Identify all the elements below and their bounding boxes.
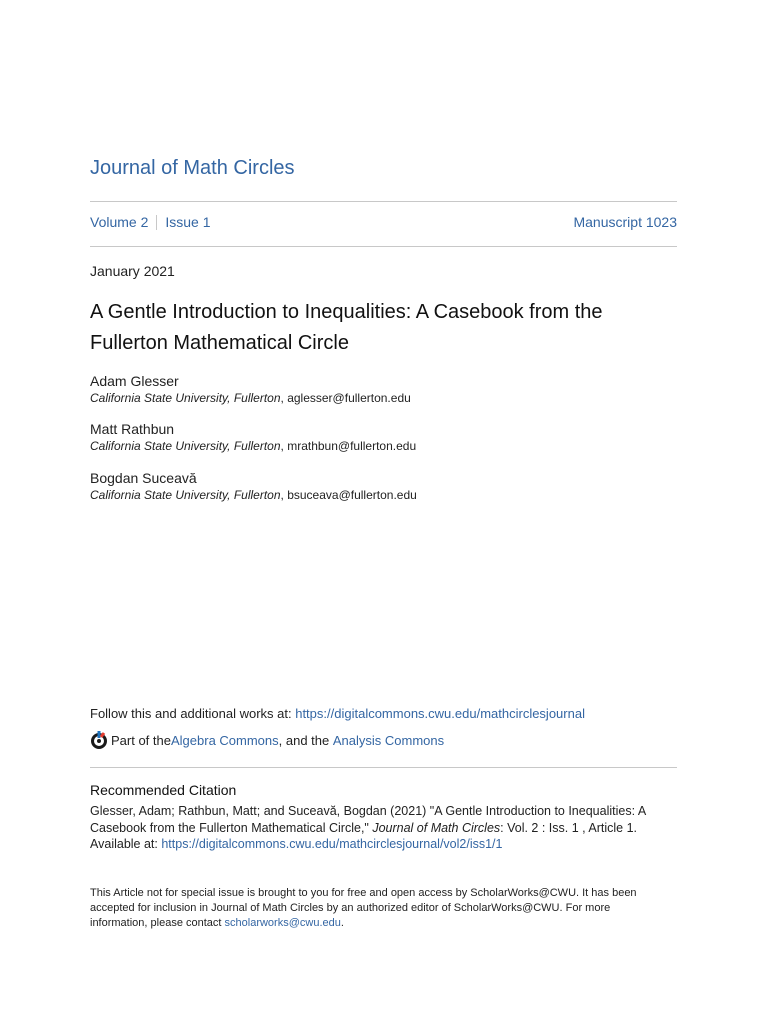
footer-line3-prefix: information, please contact — [90, 917, 225, 929]
available-prefix: Available at: — [90, 837, 162, 851]
part-of-prefix: Part of the — [111, 732, 171, 748]
issue-row — [90, 214, 677, 230]
author-block — [90, 469, 417, 503]
citation-line3 — [90, 836, 677, 853]
journal-title-link[interactable]: Journal of Math Circles — [90, 157, 295, 179]
author-email: , aglesser@fullerton.edu — [280, 391, 411, 405]
author-institution: California State University, Fullerton — [90, 391, 281, 405]
footer-line1: This Article not for special issue is brought to you for free and open access by ScholarWorks@CWU. It has been — [90, 887, 637, 899]
footer-line3 — [90, 916, 677, 931]
journal-title[interactable] — [90, 157, 295, 180]
top-divider — [90, 201, 677, 202]
citation-line2-prefix: Casebook from the Fullerton Mathematical Circle," — [90, 820, 373, 835]
author-block — [90, 420, 416, 454]
analysis-commons-link[interactable]: Analysis Commons — [332, 732, 445, 748]
article-title — [90, 297, 677, 359]
part-of-line — [90, 730, 444, 750]
available-url-link[interactable]: https://digitalcommons.cwu.edu/mathcirclesjournal/vol2/iss1/1 — [161, 837, 503, 851]
author-email: , bsuceava@fullerton.edu — [280, 488, 417, 502]
footer-line3-suffix: . — [340, 917, 344, 929]
and-the-text: , and the — [278, 732, 333, 748]
author-name: Matt Rathbun — [90, 421, 175, 437]
header-bottom-divider — [90, 246, 677, 247]
article-title-line1: A Gentle Introduction to Inequalities: A Casebook from the — [90, 301, 603, 323]
footer-line2: accepted for inclusion in Journal of Math Circles by an authorized editor of ScholarWorks@CWU. For more — [90, 902, 611, 914]
citation-line2-suffix: : Vol. 2 : Iss. 1 , Article 1. — [500, 820, 638, 835]
author-institution: California State University, Fullerton — [90, 488, 281, 502]
contact-email-link[interactable]: scholarworks@cwu.edu — [224, 917, 341, 929]
manuscript-link[interactable]: Manuscript 1023 — [573, 214, 677, 230]
citation-text — [90, 803, 677, 853]
network-logo-icon — [90, 730, 108, 750]
follow-line — [90, 706, 585, 721]
author-affiliation — [90, 438, 416, 454]
citation-journal: Journal of Math Circles — [372, 820, 501, 835]
volume-link[interactable]: Volume 2 — [90, 214, 149, 230]
citation-divider — [90, 767, 677, 768]
author-affiliation — [90, 390, 411, 406]
author-institution: California State University, Fullerton — [90, 439, 281, 453]
volume-issue-separator — [156, 215, 157, 230]
author-name: Bogdan Suceavă — [90, 470, 197, 486]
author-name: Adam Glesser — [90, 373, 179, 389]
footer-note — [90, 886, 677, 931]
citation-line2 — [90, 820, 677, 837]
author-block — [90, 372, 411, 406]
follow-url-link[interactable]: https://digitalcommons.cwu.edu/mathcirclesjournal — [295, 706, 585, 721]
follow-prefix: Follow this and additional works at: — [90, 706, 296, 721]
recommended-citation-heading: Recommended Citation — [90, 782, 237, 798]
issue-link[interactable]: Issue 1 — [165, 214, 211, 230]
author-affiliation — [90, 487, 417, 503]
author-email: , mrathbun@fullerton.edu — [280, 439, 417, 453]
article-title-line2: Fullerton Mathematical Circle — [90, 332, 349, 354]
citation-line1: Glesser, Adam; Rathbun, Matt; and Suceavă, Bogdan (2021) "A Gentle Introduction to Inequalities: A — [90, 804, 647, 818]
algebra-commons-link[interactable]: Algebra Commons — [170, 732, 279, 748]
publication-date: January 2021 — [90, 263, 175, 279]
